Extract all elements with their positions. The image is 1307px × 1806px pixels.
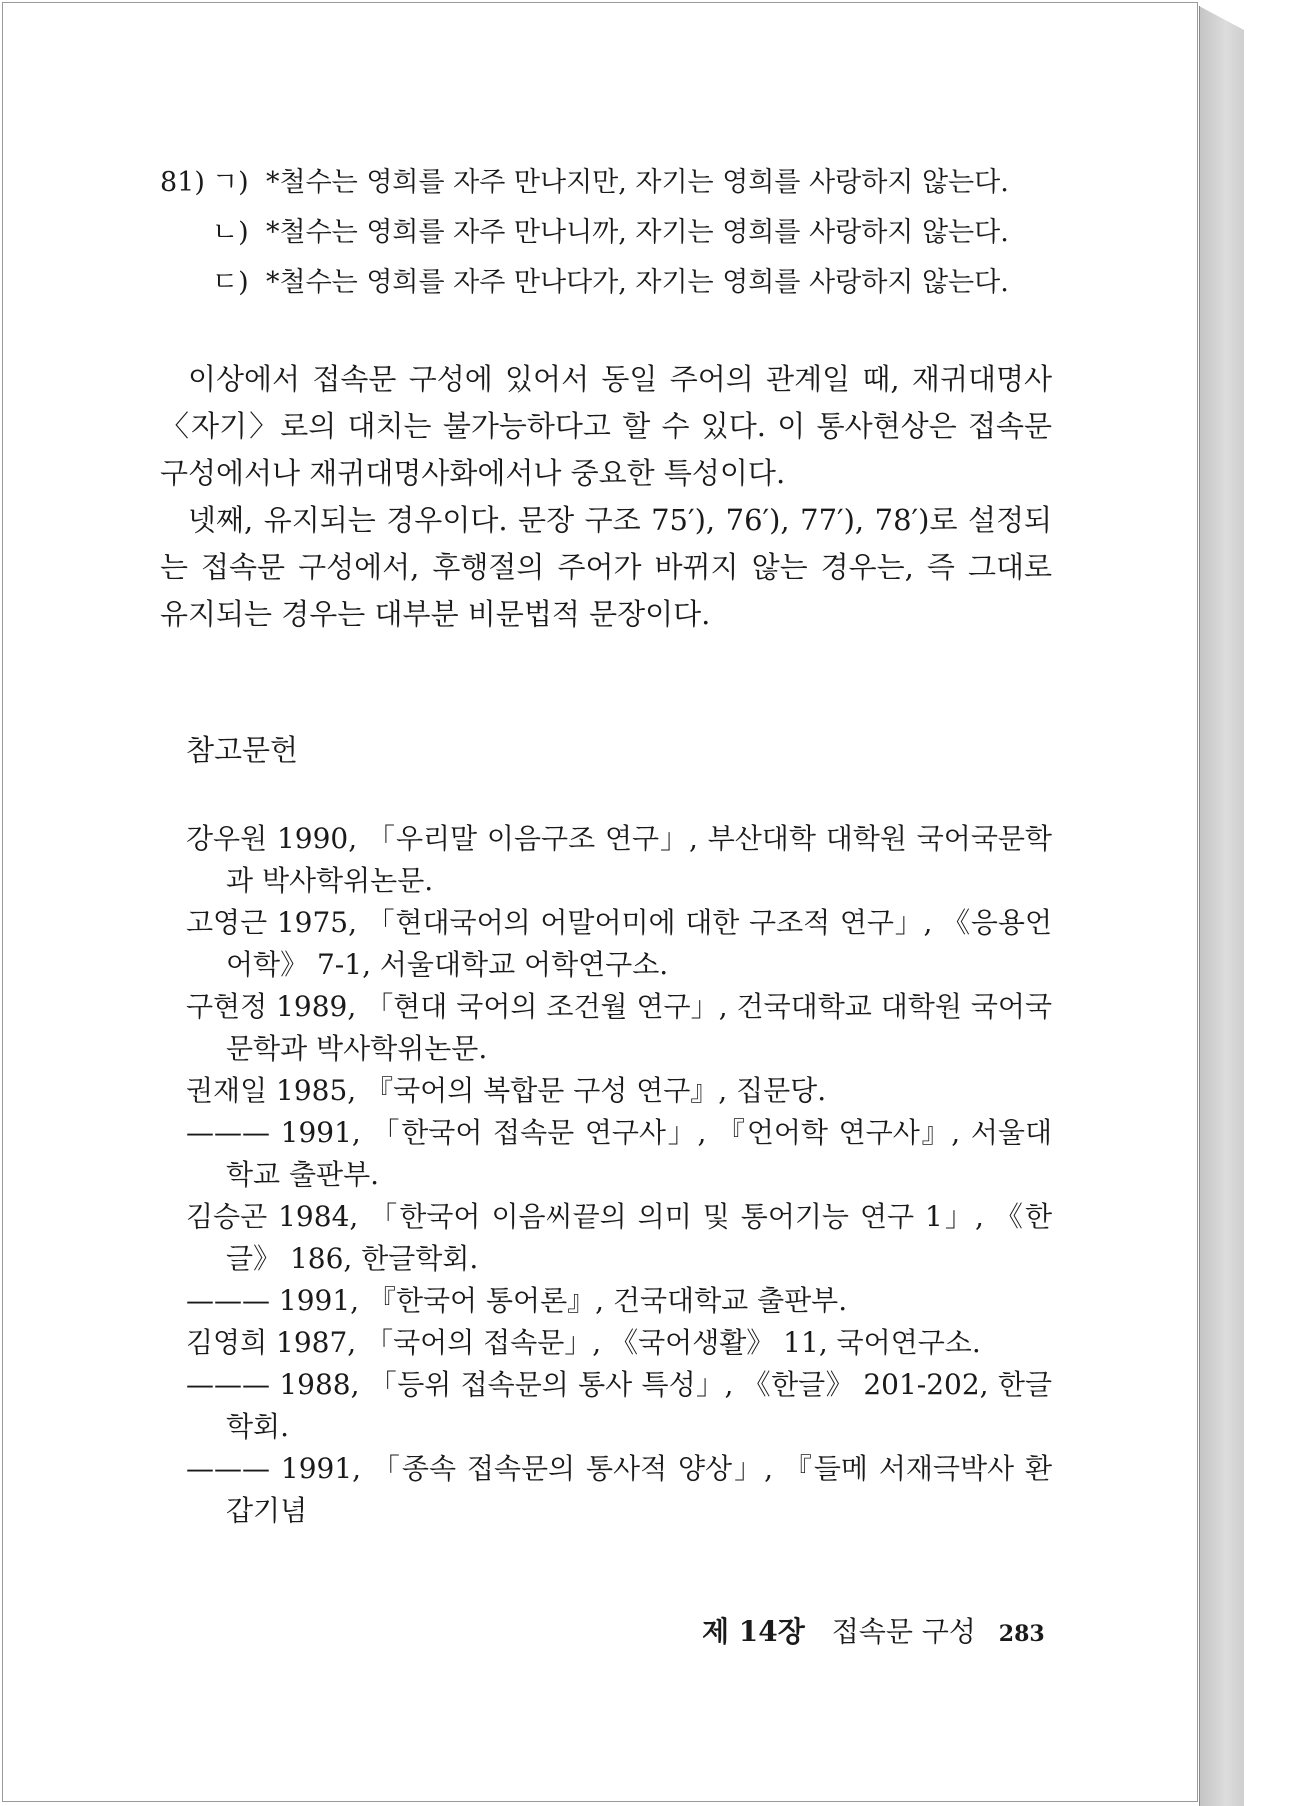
example-mark: ㄷ) <box>212 267 249 298</box>
paragraph: 이상에서 접속문 구성에 있어서 동일 주어의 관계일 때, 재귀대명사 〈자기〉로의 대치는 불가능하다고 할 수 있다. 이 통사현상은 접속문 구성에서나 재귀대명사화에서나 중요한 특성이다. <box>160 362 1052 490</box>
reference-entry: 김승곤 1984, 「한국어 이음씨끝의 의미 및 통어기능 연구 1」, 《한글》 186, 한글학회. <box>186 1200 1052 1275</box>
reference-entry: ——— 1988, 「등위 접속문의 통사 특성」, 《한글》 201-202, 한글학회. <box>186 1368 1052 1443</box>
example-line <box>160 258 1052 308</box>
example-text: *철수는 영희를 자주 만나니까, 자기는 영희를 사랑하지 않는다. <box>266 217 1009 248</box>
example-mark: ㄱ) <box>212 167 249 198</box>
example-text: *철수는 영희를 자주 만나지만, 자기는 영희를 사랑하지 않는다. <box>266 167 1009 198</box>
reference-entry: 권재일 1985, 『국어의 복합문 구성 연구』, 집문당. <box>186 1074 827 1107</box>
example-mark: ㄴ) <box>212 217 249 248</box>
running-footer <box>702 1614 1045 1652</box>
example-indent <box>160 208 212 258</box>
references-heading: 참고문헌 <box>186 733 299 767</box>
page-body <box>160 158 1052 1532</box>
reference-entry: ——— 1991, 「한국어 접속문 연구사」, 『언어학 연구사』, 서울대학교 출판부. <box>186 1116 1052 1191</box>
example-sentences <box>160 158 1052 308</box>
body-paragraphs <box>160 356 1052 638</box>
reference-entry: 강우원 1990, 「우리말 이음구조 연구」, 부산대학 대학원 국어국문학과 박사학위논문. <box>186 822 1052 897</box>
reference-entry: ——— 1991, 『한국어 통어론』, 건국대학교 출판부. <box>186 1284 848 1317</box>
reference-entry: 김영희 1987, 「국어의 접속문」, 《국어생활》 11, 국어연구소. <box>186 1326 981 1359</box>
page-edge-divider <box>1199 6 1200 1806</box>
page-number: 283 <box>998 1621 1045 1647</box>
example-text: *철수는 영희를 자주 만나다가, 자기는 영희를 사랑하지 않는다. <box>266 267 1009 298</box>
example-indent <box>160 258 212 308</box>
paragraph: 넷째, 유지되는 경우이다. 문장 구조 75′), 76′), 77′), 78′)로 설정되는 접속문 구성에서, 후행절의 주어가 바뀌지 않는 경우는, 즉 그대로 유지되는 경우는 대부분 비문법적 문장이다. <box>160 503 1052 631</box>
page-stack-edge <box>1199 6 1244 1806</box>
example-number: 81) <box>160 167 205 198</box>
example-line <box>160 158 1052 208</box>
chapter-label: 제 14장 <box>702 1615 805 1648</box>
reference-entry: 구현정 1989, 「현대 국어의 조건월 연구」, 건국대학교 대학원 국어국문학과 박사학위논문. <box>186 990 1052 1065</box>
example-line <box>160 208 1052 258</box>
reference-entry: ——— 1991, 「종속 접속문의 통사적 양상」, 『들메 서재극박사 환갑기념 <box>186 1452 1052 1527</box>
references-list <box>160 818 1052 1532</box>
reference-entry: 고영근 1975, 「현대국어의 어말어미에 대한 구조적 연구」, 《응용언어학》 7-1, 서울대학교 어학연구소. <box>186 906 1052 981</box>
chapter-title: 접속문 구성 <box>831 1615 976 1648</box>
